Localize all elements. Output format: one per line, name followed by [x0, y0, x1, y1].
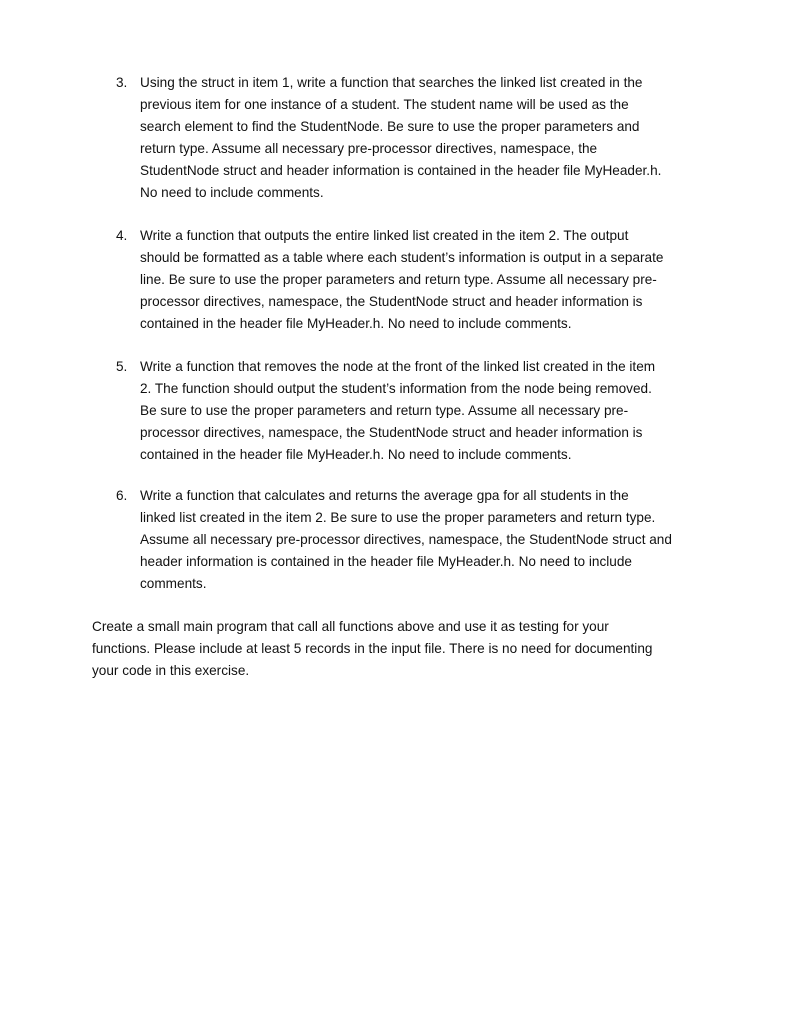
list-item-6	[116, 485, 706, 595]
item-text-line: Be sure to use the proper parameters and return type. Assume all necessary pre-	[140, 403, 629, 418]
item-text-line: search element to find the StudentNode. Be sure to use the proper parameters and	[140, 119, 640, 134]
list-item-5	[116, 356, 706, 466]
item-text-line: comments.	[140, 576, 207, 591]
item-number: 5.	[116, 359, 128, 374]
item-text-line: Write a function that outputs the entire linked list created in the item 2. The output	[140, 228, 629, 243]
closing-paragraph	[92, 616, 712, 682]
item-text-line: 2. The function should output the student’s information from the node being removed.	[140, 381, 652, 396]
item-text-line: linked list created in the item 2. Be sure to use the proper parameters and return type.	[140, 510, 656, 525]
item-text-line: Using the struct in item 1, write a function that searches the linked list created in the	[140, 75, 643, 90]
item-text-line: processor directives, namespace, the StudentNode struct and header information is	[140, 425, 643, 440]
item-text-line: Write a function that removes the node at the front of the linked list created in the item	[140, 359, 656, 374]
item-text-line: No need to include comments.	[140, 185, 324, 200]
item-text-line: processor directives, namespace, the StudentNode struct and header information is	[140, 294, 643, 309]
item-text-line: should be formatted as a table where each student’s information is output in a separate	[140, 250, 664, 265]
item-text-line: Write a function that calculates and returns the average gpa for all students in the	[140, 488, 629, 503]
list-item-4	[116, 225, 706, 335]
item-text-line: Assume all necessary pre-processor directives, namespace, the StudentNode struct and	[140, 532, 672, 547]
item-text-line: line. Be sure to use the proper parameters and return type. Assume all necessary pre-	[140, 272, 657, 287]
item-text-line: contained in the header file MyHeader.h. No need to include comments.	[140, 316, 572, 331]
item-text-line: header information is contained in the header file MyHeader.h. No need to include	[140, 554, 632, 569]
paragraph-line: Create a small main program that call all functions above and use it as testing for your	[92, 619, 609, 634]
item-number: 6.	[116, 488, 128, 503]
paragraph-line: your code in this exercise.	[92, 663, 250, 678]
item-text-line: return type. Assume all necessary pre-processor directives, namespace, the	[140, 141, 598, 156]
item-number: 4.	[116, 228, 128, 243]
item-text-line: previous item for one instance of a student. The student name will be used as the	[140, 97, 629, 112]
item-text-line: contained in the header file MyHeader.h. No need to include comments.	[140, 447, 572, 462]
paragraph-line: functions. Please include at least 5 records in the input file. There is no need for documenting	[92, 641, 653, 656]
list-item-3	[116, 72, 706, 204]
item-number: 3.	[116, 75, 128, 90]
item-text-line: StudentNode struct and header information is contained in the header file MyHeader.h.	[140, 163, 662, 178]
